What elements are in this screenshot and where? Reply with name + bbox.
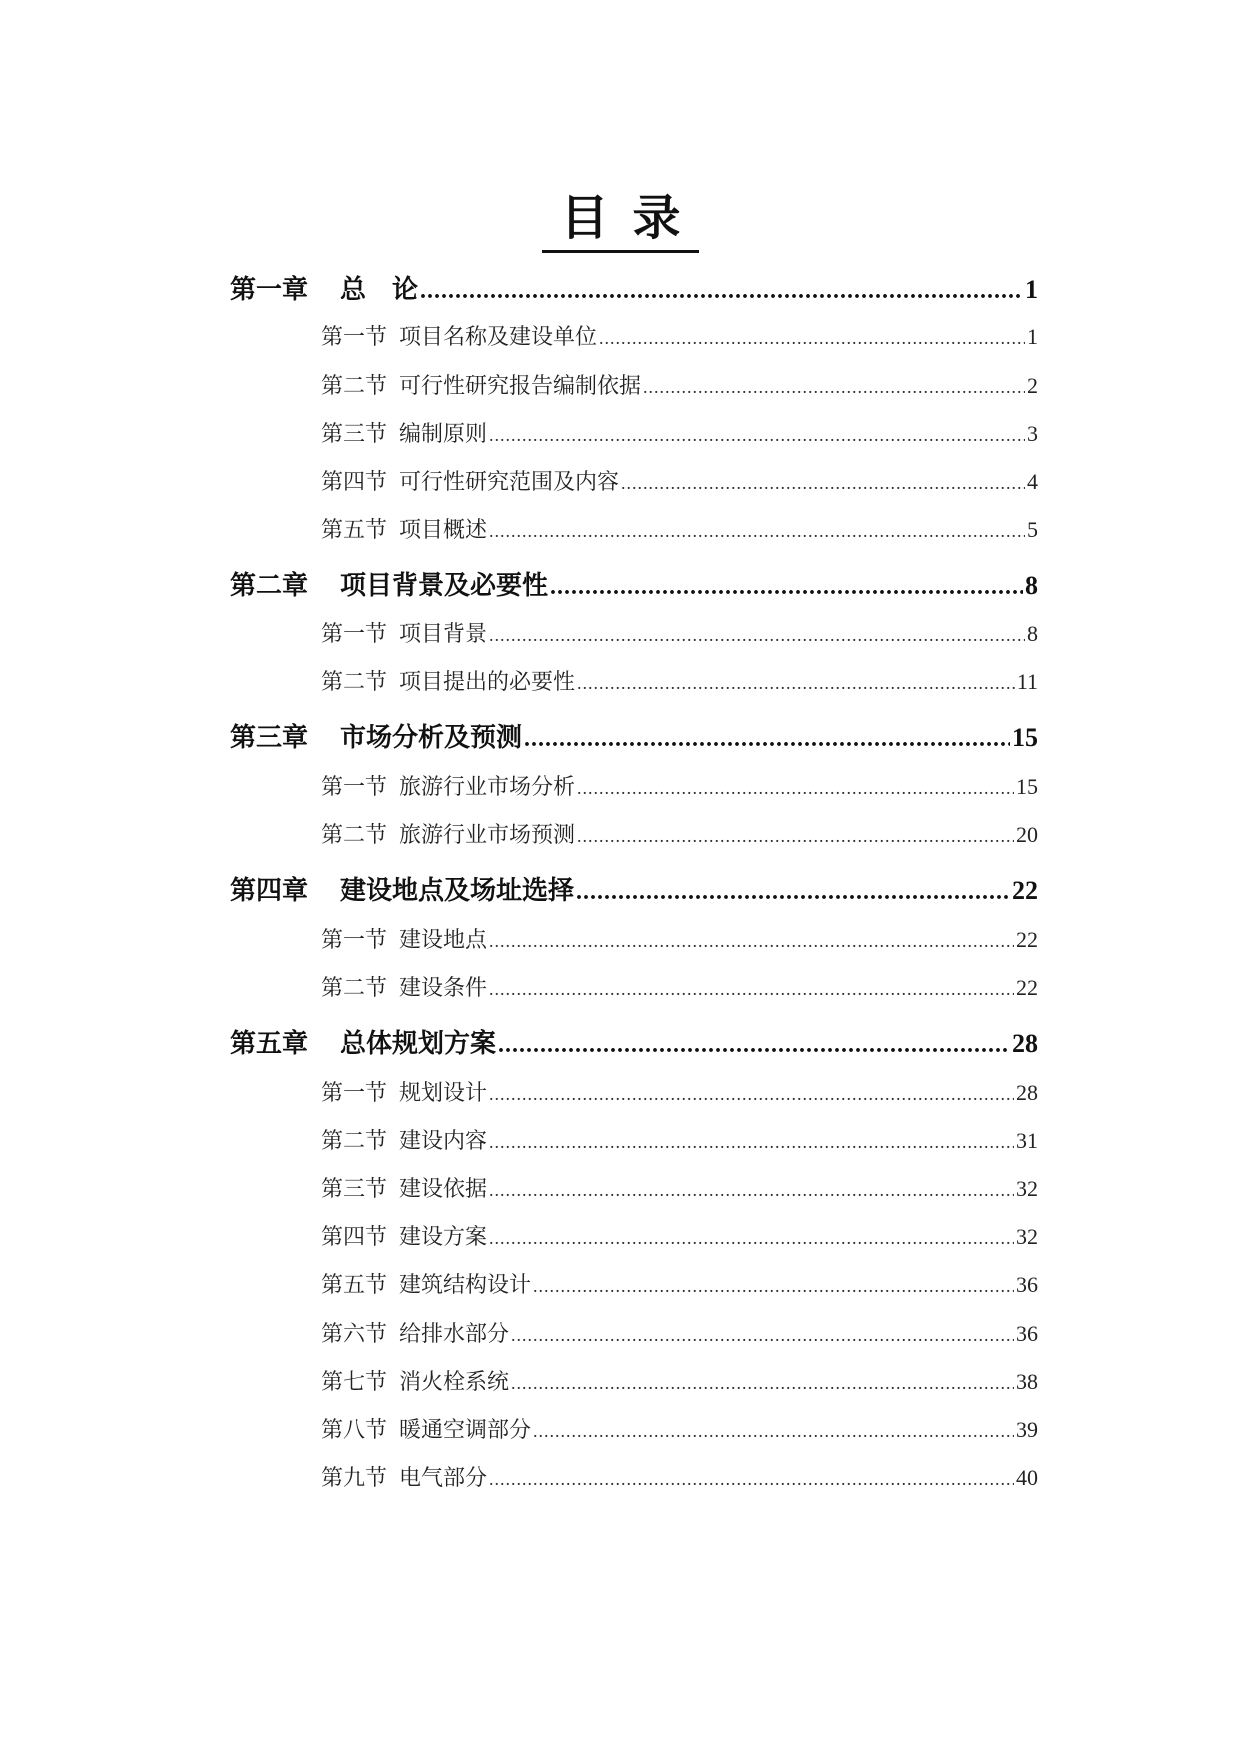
page-number: 15 [1016,774,1038,799]
section-label: 项目背景 [399,622,488,647]
dot-leader [533,1268,1014,1304]
section-number: 第二节 [321,823,388,848]
page-number: 32 [1016,1224,1038,1249]
page-number: 22 [1016,927,1038,952]
section-label: 可行性研究范围及内容 [399,470,620,495]
page-number: 40 [1016,1465,1038,1490]
section-number: 第二节 [321,1129,388,1154]
toc-chapter-entry[interactable] [230,566,1038,606]
section-number: 第四节 [321,1225,388,1250]
page-number: 1 [1025,275,1038,304]
toc-section-entry[interactable] [321,616,1038,652]
toc-section-entry[interactable] [321,664,1038,700]
section-number: 第八节 [321,1418,388,1443]
toc-section-entry[interactable] [321,368,1038,404]
dot-leader [489,923,1014,959]
dot-leader [550,567,1023,607]
page-number: 2 [1027,373,1038,398]
dot-leader [599,320,1025,356]
toc-section-entry[interactable] [321,769,1038,805]
toc-section-entry[interactable] [321,1460,1038,1496]
section-label: 项目提出的必要性 [399,670,576,695]
dot-leader [511,1365,1014,1401]
dot-leader [577,818,1014,854]
chapter-number: 第五章 [230,1029,309,1059]
section-number: 第一节 [321,928,388,953]
toc-section-entry[interactable] [321,1364,1038,1400]
page-number: 32 [1016,1176,1038,1201]
dot-leader [489,1076,1014,1112]
chapter-number: 第二章 [230,571,309,601]
toc-chapter-entry[interactable] [230,871,1038,911]
toc-section-entry[interactable] [321,1412,1038,1448]
page-number: 8 [1027,621,1038,646]
page-number: 1 [1027,324,1038,349]
section-label: 消火栓系统 [399,1370,510,1395]
page-number: 5 [1027,517,1038,542]
page-number: 22 [1012,876,1038,905]
section-number: 第一节 [321,1081,388,1106]
section-label: 建设地点 [399,928,488,953]
section-number: 第七节 [321,1370,388,1395]
dot-leader [524,719,1010,759]
dot-leader [489,1124,1014,1160]
toc-section-entry[interactable] [321,464,1038,500]
dot-leader [643,369,1025,405]
section-label: 项目概述 [399,518,488,543]
dot-leader [577,770,1014,806]
dot-leader [498,1025,1010,1065]
page-number: 36 [1016,1321,1038,1346]
chapter-label: 项目背景及必要性 [340,571,549,601]
chapter-number: 第四章 [230,876,309,906]
toc-section-entry[interactable] [321,512,1038,548]
page-number: 22 [1016,975,1038,1000]
page-number: 39 [1016,1417,1038,1442]
section-number: 第三节 [321,422,388,447]
toc-section-entry[interactable] [321,922,1038,958]
page-number: 31 [1016,1128,1038,1153]
section-label: 规划设计 [399,1081,488,1106]
dot-leader [489,1461,1014,1497]
section-number: 第六节 [321,1322,388,1347]
section-label: 建筑结构设计 [399,1273,532,1298]
page-number: 28 [1012,1029,1038,1058]
section-number: 第五节 [321,1273,388,1298]
section-label: 项目名称及建设单位 [399,325,598,350]
section-number: 第二节 [321,374,388,399]
chapter-label: 市场分析及预测 [340,723,523,753]
dot-leader [489,1220,1014,1256]
section-number: 第一节 [321,622,388,647]
dot-leader [576,872,1010,912]
toc-title-right: 录 [632,190,681,246]
dot-leader [489,513,1025,549]
page-number: 3 [1027,421,1038,446]
section-number: 第一节 [321,325,388,350]
toc-section-entry[interactable] [321,1267,1038,1303]
page-number: 11 [1016,669,1038,694]
dot-leader [489,971,1014,1007]
section-number: 第三节 [321,1177,388,1202]
page-number: 8 [1025,571,1038,600]
section-number: 第五节 [321,518,388,543]
chapter-number: 第一章 [230,275,309,305]
chapter-label: 建设地点及场址选择 [340,876,575,906]
toc-section-entry[interactable] [321,970,1038,1006]
section-label: 编制原则 [399,422,488,447]
toc-section-entry[interactable] [321,1171,1038,1207]
section-label: 建设方案 [399,1225,488,1250]
section-label: 可行性研究报告编制依据 [399,374,642,399]
dot-leader [577,665,1015,701]
toc-section-entry[interactable] [321,1123,1038,1159]
dot-leader [621,465,1025,501]
section-label: 电气部分 [399,1466,488,1491]
chapter-label: 总体规划方案 [340,1029,497,1059]
dot-leader [489,617,1025,653]
dot-leader [489,1172,1014,1208]
toc-section-entry[interactable] [321,817,1038,853]
section-number: 第九节 [321,1466,388,1491]
section-label: 给排水部分 [399,1322,510,1347]
section-label: 建设依据 [399,1177,488,1202]
toc-section-entry[interactable] [321,319,1038,355]
toc-title-left: 目 [560,190,609,246]
page-number: 20 [1016,822,1038,847]
page-number: 15 [1012,723,1038,752]
dot-leader [489,417,1025,453]
dot-leader [533,1413,1014,1449]
page-number: 28 [1016,1080,1038,1105]
section-number: 第二节 [321,670,388,695]
dot-leader [420,271,1023,311]
section-label: 暖通空调部分 [399,1418,532,1443]
toc-section-entry[interactable] [321,1316,1038,1352]
section-number: 第四节 [321,470,388,495]
section-number: 第一节 [321,775,388,800]
toc-chapter-entry[interactable] [230,1024,1038,1064]
section-label: 建设内容 [399,1129,488,1154]
toc-chapter-entry[interactable] [230,718,1038,758]
chapter-number: 第三章 [230,723,309,753]
dot-leader [511,1317,1014,1353]
toc-section-entry[interactable] [321,1219,1038,1255]
toc-chapter-entry[interactable] [230,270,1038,310]
page-number: 38 [1016,1369,1038,1394]
section-label: 旅游行业市场分析 [399,775,576,800]
section-label: 旅游行业市场预测 [399,823,576,848]
chapter-label: 总 论 [340,275,419,305]
toc-section-entry[interactable] [321,416,1038,452]
page-number: 4 [1027,469,1038,494]
section-label: 建设条件 [399,976,488,1001]
section-number: 第二节 [321,976,388,1001]
toc-section-entry[interactable] [321,1075,1038,1111]
page-number: 36 [1016,1272,1038,1297]
